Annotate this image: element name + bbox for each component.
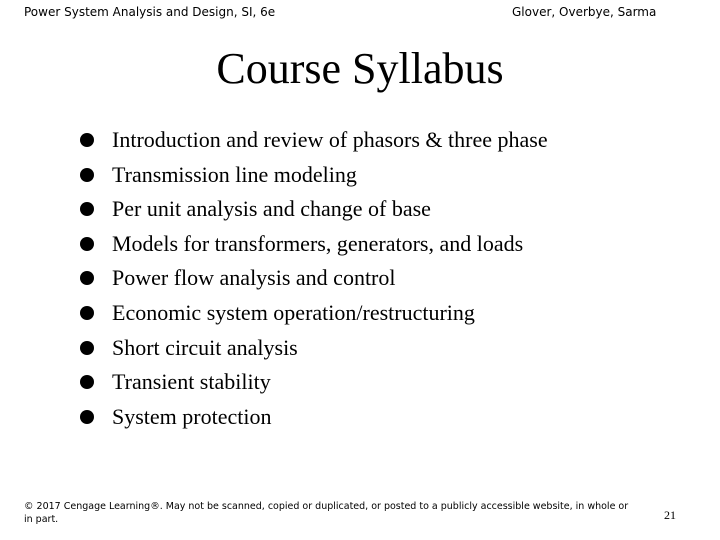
book-title: Power System Analysis and Design, SI, 6e [24, 5, 276, 19]
bullet-icon [80, 202, 94, 216]
list-item-text: Transient stability [112, 369, 271, 395]
list-item-text: Introduction and review of phasors & three phase [112, 127, 548, 152]
copyright-notice: © 2017 Cengage Learning®. May not be scanned, copied or duplicated, or posted to a publicly accessible website, in whole or in part. [24, 501, 629, 525]
bullet-icon [80, 341, 94, 355]
page-number: 21 [664, 508, 676, 522]
list-item-text: System protection [112, 403, 272, 429]
bullet-icon [80, 375, 94, 389]
slide-title: Course Syllabus [216, 44, 504, 93]
list-item-text: Transmission line modeling [112, 161, 357, 187]
bullet-icon [80, 133, 94, 147]
bullet-icon [80, 410, 94, 424]
list-item-text: Short circuit analysis [112, 334, 298, 360]
bullet-icon [80, 271, 94, 285]
bullet-icon [80, 168, 94, 182]
list-item-text: Per unit analysis and change of base [112, 196, 431, 222]
list-item-text: Models for transformers, generators, and loads [112, 230, 524, 256]
list-item-text: Economic system operation/restructuring [112, 299, 475, 325]
list-item-text: Power flow analysis and control [112, 265, 396, 291]
bullet-icon [80, 237, 94, 251]
bullet-icon [80, 306, 94, 320]
authors: Glover, Overbye, Sarma [512, 5, 657, 19]
